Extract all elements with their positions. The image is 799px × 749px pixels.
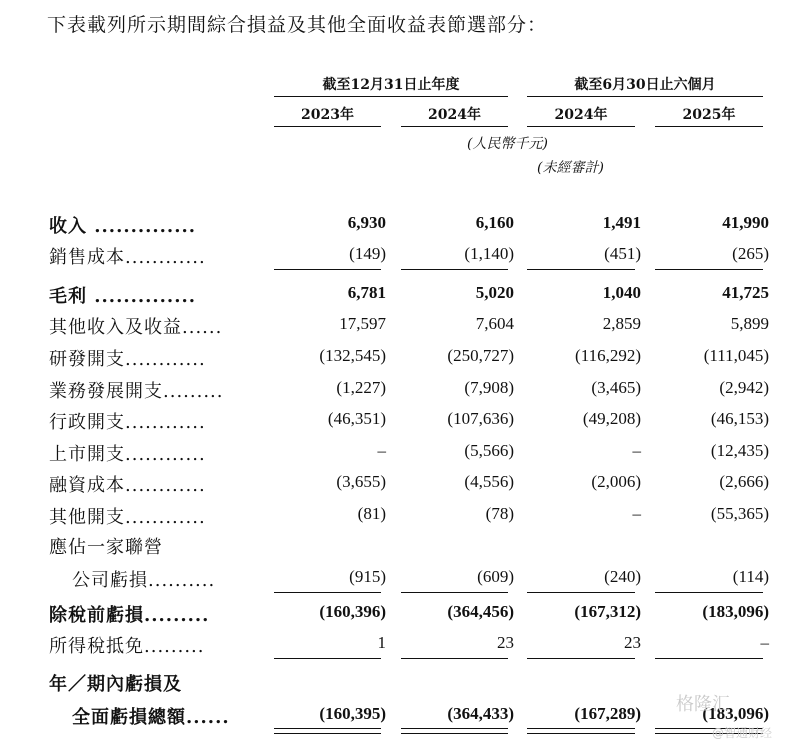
table-cell: 17,597 [339,314,386,333]
row-label [49,471,206,497]
subtotal-rule [401,269,508,270]
table-cell: (132,545) [319,346,386,365]
table-cell: 6,160 [475,213,514,232]
period-header-interim: 截至6月30日止六個月 [574,77,716,93]
table-cell: (167,312) [574,602,641,621]
year-rule-3 [527,126,635,127]
table-cell: – [760,633,769,652]
subtotal-rule [274,658,381,659]
subtotal-rule [655,658,763,659]
leader-dots: ............ [125,507,206,528]
period-rule-annual [274,96,508,97]
table-cell: (78) [485,504,514,523]
year-header-2024-interim: 2024年 [554,107,608,123]
intro-text: 下表載列所示期間綜合損益及其他全面收益表節選部分： [47,14,548,36]
table-cell: (114) [732,567,769,586]
table-cell: (149) [349,244,386,263]
table-cell: 41,725 [722,283,769,302]
leader-dots: ............ [125,475,206,496]
watermark-sub: @智通财经 [712,726,773,740]
leader-dots: ............ [125,412,206,433]
table-cell: (46,153) [710,409,769,428]
table-cell: (364,433) [447,704,514,723]
row-label-text: 毛利 [49,286,87,307]
total-double-rule [401,728,508,734]
total-double-rule [274,728,381,734]
table-cell: (12,435) [710,441,769,460]
table-cell: (1,140) [464,244,514,263]
total-double-rule [527,728,635,734]
subtotal-rule [274,269,381,270]
table-cell: (160,395) [319,704,386,723]
table-cell: 2,859 [602,314,641,333]
table-cell: 1 [377,633,386,652]
year-rule-2 [401,126,508,127]
leader-dots: ......... [144,636,205,657]
table-cell: (107,636) [447,409,514,428]
unaudited-note: (未經審計) [537,160,604,176]
row-label [49,282,196,308]
row-label-text: 除稅前虧損 [49,605,144,626]
row-label [49,440,206,466]
table-cell: 7,604 [475,314,514,333]
table-cell: (7,908) [464,378,514,397]
table-cell: (451) [604,244,641,263]
table-cell: (81) [357,504,386,523]
row-label [49,313,222,339]
table-cell: (160,396) [319,602,386,621]
table-cell: (3,655) [336,472,386,491]
table-cell: – [632,441,641,460]
year-rule-4 [655,126,763,127]
row-label [49,533,163,559]
row-label-text: 所得稅抵免 [49,636,144,657]
table-cell: 6,781 [347,283,386,302]
row-label-text: 業務發展開支 [49,381,163,402]
table-cell: 23 [624,633,641,652]
subtotal-rule [274,592,381,593]
row-label-text: 全面虧損總額 [72,707,186,728]
row-label-text: 銷售成本 [49,247,125,268]
year-rule-1 [274,126,381,127]
table-cell: (55,365) [710,504,769,523]
table-cell: 5,899 [730,314,769,333]
row-label-text: 其他收入及收益 [49,317,182,338]
subtotal-rule [401,658,508,659]
table-cell: 6,930 [347,213,386,232]
row-label-text: 行政開支 [49,412,125,433]
table-cell: (609) [477,567,514,586]
table-cell: (5,566) [464,441,514,460]
table-cell: 5,020 [475,283,514,302]
period-rule-interim [527,96,763,97]
row-label-text: 應佔一家聯營 [49,537,163,558]
leader-dots: ......... [144,605,210,626]
table-cell: (183,096) [702,602,769,621]
table-cell: (183,096) [702,704,769,723]
row-label [72,703,230,729]
leader-dots: .............. [87,286,196,307]
table-cell: (1,227) [336,378,386,397]
subtotal-rule [527,658,635,659]
period-header-annual: 截至12月31日止年度 [322,77,460,93]
table-cell: (915) [349,567,386,586]
subtotal-rule [401,592,508,593]
table-cell: (3,465) [591,378,641,397]
row-label [49,243,206,269]
row-label [49,670,182,696]
table-cell: – [377,441,386,460]
table-cell: (116,292) [575,346,641,365]
table-cell: (364,456) [447,602,514,621]
table-cell: (4,556) [464,472,514,491]
row-label-text: 收入 [49,216,87,237]
row-label [49,212,196,238]
table-cell: 41,990 [722,213,769,232]
table-cell: (2,942) [719,378,769,397]
table-cell: (2,006) [591,472,641,491]
table-cell: (111,045) [703,346,769,365]
year-header-2025: 2025年 [682,107,736,123]
row-label [49,408,206,434]
row-label [72,566,215,592]
year-header-2023: 2023年 [301,107,354,123]
row-label [49,601,209,627]
watermark: 格隆汇 [676,694,730,715]
row-label-text: 上市開支 [49,444,125,465]
table-cell: (49,208) [582,409,641,428]
table-cell: – [632,504,641,523]
row-label [49,503,206,529]
row-label-text: 研發開支 [49,349,125,370]
row-label-text: 融資成本 [49,475,125,496]
table-cell: (250,727) [447,346,514,365]
unit-note: (人民幣千元) [467,136,548,152]
table-cell: 1,040 [602,283,641,302]
table-cell: (2,666) [719,472,769,491]
row-label [49,632,205,658]
subtotal-rule [527,592,635,593]
table-cell: (240) [604,567,641,586]
row-label-text: 公司虧損 [72,570,148,591]
row-label [49,377,224,403]
leader-dots: ...... [182,317,223,338]
row-label-text: 年／期內虧損及 [49,674,182,695]
year-header-2024-annual: 2024年 [428,107,481,123]
row-label [49,345,206,371]
leader-dots: .............. [87,216,196,237]
subtotal-rule [655,269,763,270]
leader-dots: ............ [125,247,206,268]
table-cell: 1,491 [602,213,641,232]
leader-dots: ......... [163,381,224,402]
subtotal-rule [527,269,635,270]
table-cell: (46,351) [327,409,386,428]
leader-dots: ............ [125,444,206,465]
table-cell: 23 [497,633,514,652]
leader-dots: ............ [125,349,206,370]
row-label-text: 其他開支 [49,507,125,528]
table-cell: (265) [732,244,769,263]
leader-dots: .......... [148,570,216,591]
table-cell: (167,289) [574,704,641,723]
leader-dots: ...... [186,707,230,728]
subtotal-rule [655,592,763,593]
